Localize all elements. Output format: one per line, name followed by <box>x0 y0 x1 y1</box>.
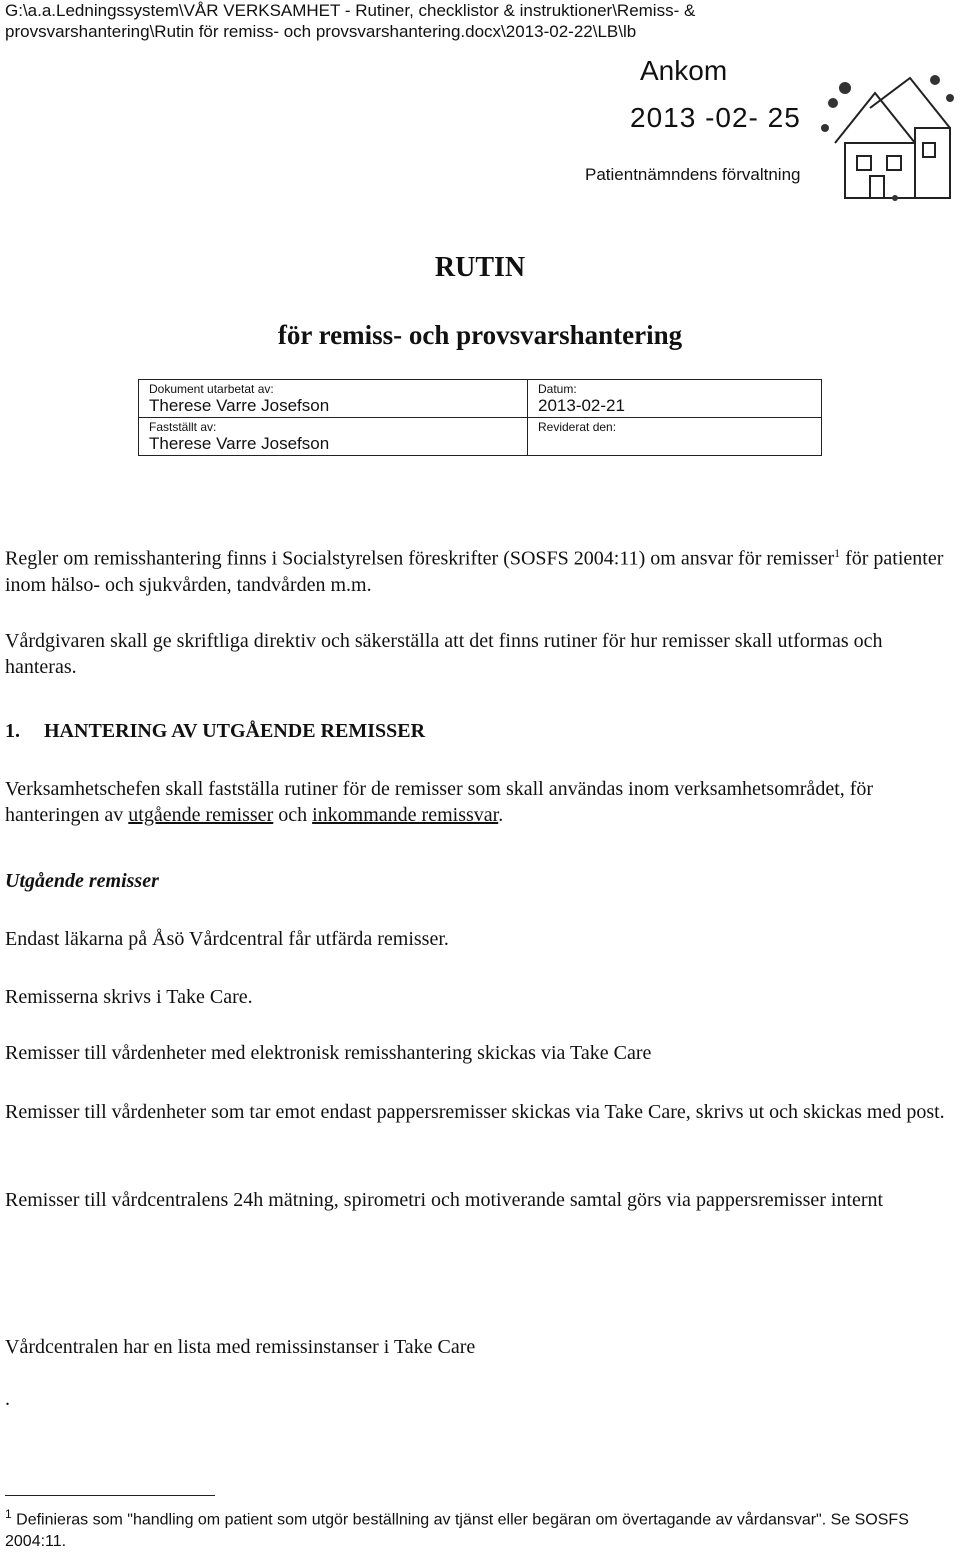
revised-cell <box>528 418 822 456</box>
outgoing-p5: Remisser till vårdcentralens 24h mätning, spirometri och motiverande samtal görs via pappersremisser internt <box>5 1189 884 1211</box>
house-logo-icon <box>815 68 960 208</box>
section-1-p-b: och <box>273 804 313 826</box>
intro-paragraph-1 <box>5 540 955 598</box>
footnote-divider <box>5 1495 215 1496</box>
footnote-text: Definieras som "handling om patient som utgör beställning av tjänst eller begäran om övertagande av vårdansvar". Se SOSFS 2004:11. <box>5 1511 909 1551</box>
footnote-marker: 1 <box>5 1507 12 1521</box>
approved-by-value: Therese Varre Josefson <box>149 434 330 453</box>
approved-by-label: Fastställt av: <box>149 420 217 434</box>
footnote-ref: 1 <box>834 546 841 560</box>
prepared-by-label: Dokument utarbetat av: <box>149 382 274 396</box>
date-cell <box>528 380 822 418</box>
outgoing-p6: Vårdcentralen har en lista med remissinstanser i Take Care <box>5 1336 476 1358</box>
document-title: RUTIN <box>434 252 526 283</box>
section-1-title: HANTERING AV UTGÅENDE REMISSER <box>44 720 426 742</box>
intro-paragraph-2: Vårdgivaren skall ge skriftliga direktiv och säkerställa att det finns rutiner för hur remisser skall utformas och hanteras. <box>5 630 883 678</box>
outgoing-referrals-link: utgående remisser <box>128 804 274 826</box>
approved-by-cell <box>139 418 528 456</box>
footnote <box>5 1503 935 1553</box>
file-path-header <box>5 0 885 42</box>
file-path-line-2: provsvarshantering\Rutin för remiss- och provsvarshantering.docx\2013-02-22\LB\lb <box>5 22 637 41</box>
outgoing-heading: Utgående remisser <box>5 870 159 892</box>
document-meta-table <box>138 379 822 456</box>
file-path-line-1: G:\a.a.Ledningssystem\VÅR VERKSAMHET - Rutiner, checklistor & instruktioner\Remiss- & <box>5 1 696 20</box>
section-1-number: 1. <box>5 720 20 742</box>
stray-dot: . <box>5 1388 10 1410</box>
prepared-by-cell <box>139 380 528 418</box>
incoming-replies-link: inkommande remissvar <box>312 804 499 826</box>
intro-p1-part-b: för patienter inom hälso- och sjukvården, tandvården m.m. <box>5 547 944 596</box>
outgoing-p3: Remisser till vårdenheter med elektronisk remisshantering skickas via Take Care <box>5 1042 652 1064</box>
section-1-heading <box>5 718 955 744</box>
section-1-p-a: Verksamhetschefen skall fastställa rutiner för de remisser som skall användas inom verksamhetsområdet, för hanteringen av <box>5 778 874 826</box>
received-stamp-date: 2013 -02- 25 <box>630 102 801 133</box>
document-subtitle: för remiss- och provsvarshantering <box>277 320 683 350</box>
prepared-by-value: Therese Varre Josefson <box>149 396 330 415</box>
received-stamp-label: Ankom <box>640 55 728 86</box>
section-1-paragraph <box>5 776 955 828</box>
outgoing-p1: Endast läkarna på Åsö Vårdcentral får utfärda remisser. <box>5 928 449 950</box>
outgoing-p2: Remisserna skrivs i Take Care. <box>5 986 253 1008</box>
revised-label: Reviderat den: <box>538 420 617 434</box>
received-stamp-office: Patientnämndens förvaltning <box>585 165 801 184</box>
outgoing-p4: Remisser till vårdenheter som tar emot endast pappersremisser skickas via Take Care, skrivs ut och skickas med post. <box>5 1101 945 1123</box>
date-value: 2013-02-21 <box>538 396 625 415</box>
intro-p1-part-a: Regler om remisshantering finns i Socialstyrelsen föreskrifter (SOSFS 2004:11) om ansvar för remisser <box>5 547 835 570</box>
section-1-p-c: . <box>498 804 504 826</box>
date-label: Datum: <box>538 382 577 396</box>
